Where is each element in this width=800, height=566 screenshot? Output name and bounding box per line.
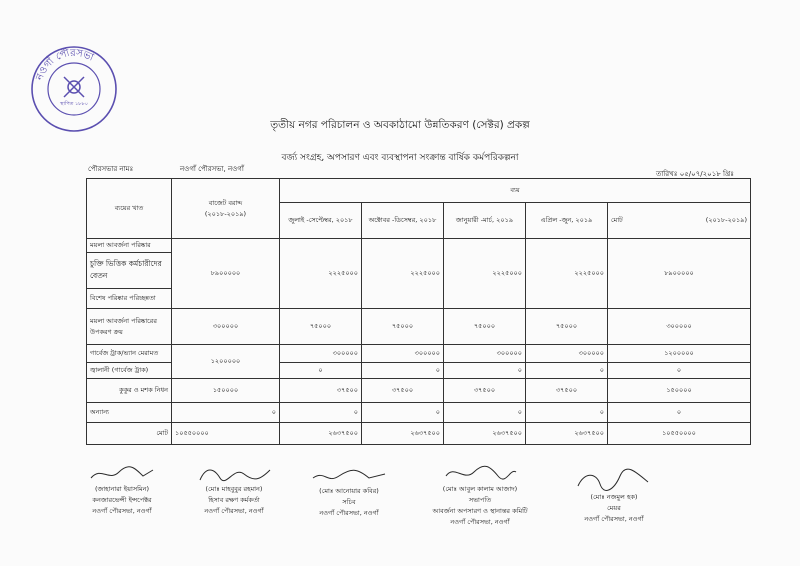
row3-q4: ৩০০০০০ [526,345,608,363]
total-q4: ২৬৩৭৫০০ [526,423,608,445]
row2-q2: ৭৫০০০ [362,309,444,345]
row4-q2: ০ [362,363,444,379]
row5-q2: ৩৭৫০০ [362,379,444,403]
header-budget-label: বাজেট বরাদ্দ [208,198,243,207]
row-label-equipment: ময়লা আবর্জনা পরিষ্কারের উপকরণ ক্রয় [87,309,172,345]
row5-budget: ১৫০০০০ [172,379,280,403]
row6-q3: ০ [444,403,526,423]
row1-q4: ২২২৫০০০ [526,239,608,309]
total-q2: ২৬৩৭৫০০ [362,423,444,445]
signatory-4-role2: আবর্জনা অপসারণ ও স্থানান্তর কমিটি [432,507,528,515]
signatory-5-name: (মোঃ নজমুল হক) [590,493,638,501]
header-quarter-1: জুলাই -সেপ্টেম্বর, ২০১৮ [280,203,362,239]
row2-total: ৩০০০০০ [608,309,751,345]
signatory-3-org: নওগাঁ পৌরসভা, নওগাঁ [319,509,379,517]
municipality-value: নওগাঁ পৌরসভা, নওগাঁ [180,165,244,173]
row4-q4: ০ [526,363,608,379]
row1-q3: ২২২৫০০০ [444,239,526,309]
row3-q3: ৩০০০০০ [444,345,526,363]
row3-q2: ৩০০০০০ [362,345,444,363]
row1-q1: ২২২৫০০০ [280,239,362,309]
header-quarter-4: এপ্রিল -জুন, ২০১৯ [526,203,608,239]
row2-budget: ৩০০০০০ [172,309,280,345]
row3-total: ১২০০০০০ [608,345,751,363]
signature-scribble [87,464,157,484]
seal-inner-text: স্থাপিত ১৮৮০ [60,101,88,107]
signature-scribble [194,464,274,484]
row6-q2: ০ [362,403,444,423]
row-label-dog-mosquito: কুকুর ও মশক নিধন [87,379,172,403]
seal-ring-text: নওগাঁ পৌরসভা [34,47,96,82]
row3-budget: ১২০০০০০ [172,345,280,379]
signatory-1-name: (জাহানারা ইয়াসমিন) [94,485,150,493]
signatory-5 [554,468,674,525]
signatory-3-role: সচিব [342,498,356,506]
row5-q4: ৩৭৫০০ [526,379,608,403]
row6-budget: ০ [172,403,280,423]
total-q1: ২৬৩৭৫০০ [280,423,362,445]
signatory-5-role: মেয়র [607,504,621,512]
signatory-4 [410,462,550,528]
signatory-2-org: নওগাঁ পৌরসভা, নওগাঁ [204,507,264,515]
row-label-other: অন্যান্য [87,403,172,423]
header-total-year: (২০১৮-২০১৯) [705,216,747,224]
signatory-1 [62,464,182,517]
table-row [87,345,751,363]
row6-q1: ০ [280,403,362,423]
signatory-1-role: কনজারভেন্সী ইন্সপেক্টর [92,496,152,504]
signatory-3 [284,466,414,519]
row2-q1: ৭৫০০০ [280,309,362,345]
total-q3: ২৬৩৭৫০০ [444,423,526,445]
row-label-total: মোট [87,423,172,445]
row1-q2: ২২২৫০০০ [362,239,444,309]
header-budget [172,179,280,239]
table-row [87,403,751,423]
row3-q1: ৩০০০০০ [280,345,362,363]
row-label-contract-salary: চুক্তি ভিত্তিক কর্মচারীদের বেতন [87,253,172,289]
municipality-label: পৌরসভার নামঃ [88,165,134,173]
row4-q1: ০ [280,363,362,379]
document-date: তারিখঃ ০৫/০৭/২০১৮ খ্রিঃ [656,170,734,178]
signatory-2 [172,464,296,517]
row5-q1: ৩৭৫০০ [280,379,362,403]
table-row [87,379,751,403]
row4-total: ০ [608,363,751,379]
row1-budget: ৮৯০০০০০ [172,239,280,309]
row2-q3: ৭৫০০০ [444,309,526,345]
row6-total: ০ [608,403,751,423]
page-title: তৃতীয় নগর পরিচালন ও অবকাঠামো উন্নতিকরণ (সেক্টর) প্রকল্প [270,119,530,131]
row-label-fuel: জ্বালানী (গার্বেজ ট্রাক) [87,363,172,379]
signatory-4-role: সভাপতি [468,496,492,504]
signature-scribble [440,462,520,484]
page-subtitle: বর্জ্য সংগ্রহ, অপসারণ এবং ব্যবস্থাপনা সংক্রান্ত বার্ষিক কর্মপরিকল্পনা [281,153,519,163]
header-quarter-3: জানুয়ারী -মার্চ, ২০১৯ [444,203,526,239]
signature-scribble [574,468,654,492]
row-label-cleaning: ময়লা আবর্জনা পরিষ্কার [87,239,172,253]
table-row-total [87,423,751,445]
signatory-3-name: (মোঃ আনোয়ার কবির) [319,487,379,495]
table-row [87,239,751,253]
signatory-2-role: হিসাব রক্ষণ কর্মকর্তা [208,496,260,504]
signatory-5-org: নওগাঁ পৌরসভা, নওগাঁ [584,515,644,523]
row5-total: ১৫০০০০ [608,379,751,403]
signature-scribble [309,466,389,486]
table-row [87,309,751,345]
row1-total: ৮৯০০০০০ [608,239,751,309]
signatory-4-org: নওগাঁ পৌরসভা, নওগাঁ [450,518,510,526]
total-total: ১০৫৫০০০০ [608,423,751,445]
header-spend: ব্যয় [280,179,751,203]
signatory-4-name: (মোঃ আবুল কালাম আজাদ) [442,485,518,493]
row5-q3: ৩৭৫০০ [444,379,526,403]
header-budget-year: (২০১৮-২০১৯) [204,209,247,218]
signatory-1-org: নওগাঁ পৌরসভা, নওগাঁ [92,507,152,515]
row4-q3: ০ [444,363,526,379]
header-total-label: মোট [611,216,623,224]
workplan-table [86,178,751,445]
signatory-2-name: (মোঃ মাহবুবুর রহমান) [205,485,263,493]
row-label-special-cleaning: বিশেষ পরিষ্কার পরিচ্ছন্নতা [87,289,172,309]
header-expense-head: ব্যয়ের খাত [87,179,172,239]
row-label-truck-repair: গার্বেজ ট্রাক/ভ্যান মেরামত [87,345,172,363]
row6-q4: ০ [526,403,608,423]
row2-q4: ৭৫০০০ [526,309,608,345]
header-quarter-2: অক্টোবর -ডিসেম্বর, ২০১৮ [362,203,444,239]
header-total [608,203,751,239]
total-budget: ১০৫৫০০০০ [172,423,280,445]
